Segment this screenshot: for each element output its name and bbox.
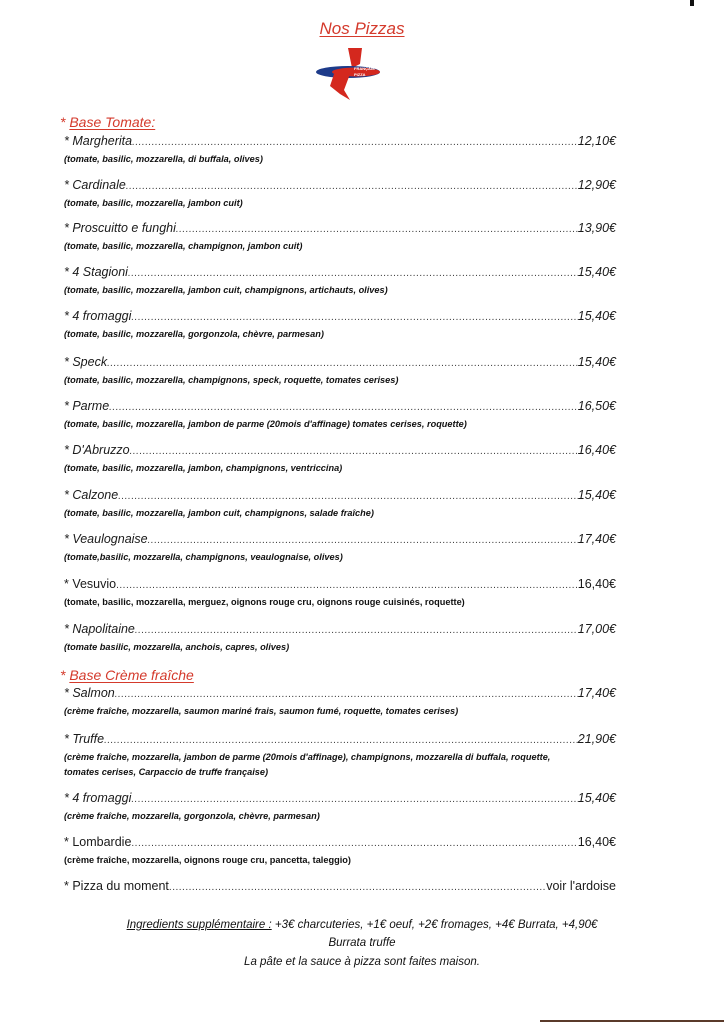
menu-item-4-fromaggi-creme	[64, 790, 616, 823]
item-price: 16,40€	[577, 577, 616, 591]
menu-item-4-fromaggi-tomate	[64, 308, 616, 341]
menu-item-pizza-du-moment	[64, 878, 616, 896]
menu-item-4-stagioni	[64, 264, 616, 297]
menu-item-truffe	[64, 731, 616, 779]
item-price: 15,40€	[577, 309, 616, 323]
leader-dots	[131, 792, 577, 808]
item-description: (tomate, basilic, mozzarella, champignon, jambon cuit)	[64, 241, 303, 251]
item-description: (crème fraîche, mozzarella, saumon mariné frais, saumon fumé, roquette, tomates cerises)	[64, 706, 459, 716]
item-price: 17,40€	[577, 532, 616, 546]
item-description: (tomate, basilic, mozzarella, champignons, speck, roquette, tomates cerises)	[64, 375, 399, 385]
scan-edge-line	[540, 1020, 724, 1022]
leader-dots	[128, 266, 578, 282]
item-price: 17,40€	[577, 686, 616, 700]
menu-item-vesuvio	[64, 576, 616, 609]
item-price: 21,90€	[577, 732, 616, 746]
leader-dots	[148, 533, 578, 549]
item-name: * Margherita	[64, 134, 133, 148]
house-made-note	[0, 953, 724, 971]
menu-item-speck	[64, 354, 616, 387]
menu-item-dabruzzo	[64, 442, 616, 475]
leader-dots	[176, 222, 578, 238]
item-name: * Truffe	[64, 732, 105, 746]
item-price: 15,40€	[577, 355, 616, 369]
item-name: * Parme	[64, 399, 110, 413]
logo	[310, 46, 390, 102]
leader-dots	[169, 880, 546, 896]
item-price: 13,90€	[577, 221, 616, 235]
leader-dots	[115, 687, 578, 703]
item-description: (tomate,basilic, mozzarella, champignons, veaulognaise, olives)	[64, 552, 343, 562]
leader-dots	[118, 489, 578, 505]
item-name: * Napolitaine	[64, 622, 135, 636]
leader-dots	[130, 444, 578, 460]
item-name: * Speck	[64, 355, 108, 369]
item-name: * Pizza du moment	[64, 879, 169, 893]
menu-item-napolitaine	[64, 621, 616, 654]
item-name: * 4 Stagioni	[64, 265, 128, 279]
pizza-flag-logo-icon	[310, 46, 390, 102]
item-price: 12,10€	[577, 134, 616, 148]
item-name: * Veaulognaise	[64, 532, 148, 546]
menu-item-salmon	[64, 685, 616, 718]
leader-dots	[107, 356, 578, 372]
item-name: * Proscuitto e funghi	[64, 221, 176, 235]
item-price: 17,00€	[577, 622, 616, 636]
page-title: Nos Pizzas	[319, 19, 405, 38]
menu-item-calzone	[64, 487, 616, 520]
item-description-continued: tomates cerises, Carpaccio de truffe française)	[64, 767, 269, 777]
item-name: * D'Abruzzo	[64, 443, 130, 457]
item-name: * Salmon	[64, 686, 115, 700]
item-description: (tomate basilic, mozzarella, anchois, capres, olives)	[64, 642, 290, 652]
section-heading-base-tomate: * Base Tomate:	[60, 114, 156, 130]
item-description: (tomate, basilic, mozzarella, jambon cuit)	[64, 198, 243, 208]
item-description: (tomate, basilic, mozzarella, gorgonzola, chèvre, parmesan)	[64, 329, 324, 339]
scan-edge-mark	[690, 0, 694, 6]
leader-dots	[126, 179, 578, 195]
item-description: (crème fraîche, mozzarella, jambon de parme (20mois d'affinage), champignons, mozzarella di buffala, roquette,	[64, 752, 551, 762]
extras-line	[0, 916, 724, 934]
item-name: * Cardinale	[64, 178, 126, 192]
house-made-note-text: La pâte et la sauce à pizza sont faites maison.	[244, 956, 480, 968]
item-description: (tomate, basilic, mozzarella, merguez, oignons rouge cru, oignons rouge cuisinés, roquette)	[64, 597, 465, 607]
item-name: * 4 fromaggi	[64, 309, 132, 323]
leader-dots	[109, 400, 578, 416]
item-price: 15,40€	[577, 791, 616, 805]
item-name: * 4 fromaggi	[64, 791, 132, 805]
menu-item-cardinale	[64, 177, 616, 210]
svg-text:FRANÇAIS: FRANÇAIS	[354, 66, 375, 71]
item-description: (tomate, basilic, mozzarella, jambon de parme (20mois d'affinage) tomates cerises, roquette)	[64, 419, 467, 429]
item-name: * Vesuvio	[64, 577, 117, 591]
item-price: 15,40€	[577, 488, 616, 502]
section-heading-base-creme-fraiche: * Base Crème fraîche	[60, 667, 194, 683]
extras-text: +3€ charcuteries, +1€ oeuf, +2€ fromages, +4€ Burrata, +4,90€	[271, 919, 598, 931]
item-price: 16,40€	[577, 443, 616, 457]
leader-dots	[131, 310, 577, 326]
item-price: 16,40€	[577, 835, 616, 849]
item-description: (tomate, basilic, mozzarella, jambon, champignons, ventriccina)	[64, 463, 343, 473]
leader-dots	[116, 578, 578, 594]
item-price: 16,50€	[577, 399, 616, 413]
item-description: (tomate, basilic, mozzarella, jambon cuit, champignons, artichauts, olives)	[64, 285, 388, 295]
item-price: voir l'ardoise	[546, 879, 616, 893]
item-price: 12,90€	[577, 178, 616, 192]
item-description: (crème fraîche, mozzarella, oignons rouge cru, pancetta, taleggio)	[64, 855, 351, 865]
leader-dots	[135, 623, 578, 639]
leader-dots	[131, 836, 577, 852]
item-price: 15,40€	[577, 265, 616, 279]
leader-dots	[104, 733, 578, 749]
menu-item-veaulognaise	[64, 531, 616, 564]
menu-item-proscuitto	[64, 220, 616, 253]
item-name: * Lombardie	[64, 835, 132, 849]
menu-item-parme	[64, 398, 616, 431]
extras-line-2	[0, 934, 724, 952]
svg-text:PIZZA: PIZZA	[354, 72, 366, 77]
extras-text-continued: Burrata truffe	[328, 937, 396, 949]
item-description: (tomate, basilic, mozzarella, jambon cuit, champignons, salade fraîche)	[64, 508, 374, 518]
leader-dots	[132, 135, 578, 151]
item-name: * Calzone	[64, 488, 119, 502]
menu-item-margherita	[64, 133, 616, 166]
item-description: (crème fraîche, mozzarella, gorgonzola, chèvre, parmesan)	[64, 811, 320, 821]
menu-item-lombardie	[64, 834, 616, 867]
item-description: (tomate, basilic, mozzarella, di buffala, olives)	[64, 154, 263, 164]
extras-label: Ingredients supplémentaire :	[126, 919, 272, 931]
